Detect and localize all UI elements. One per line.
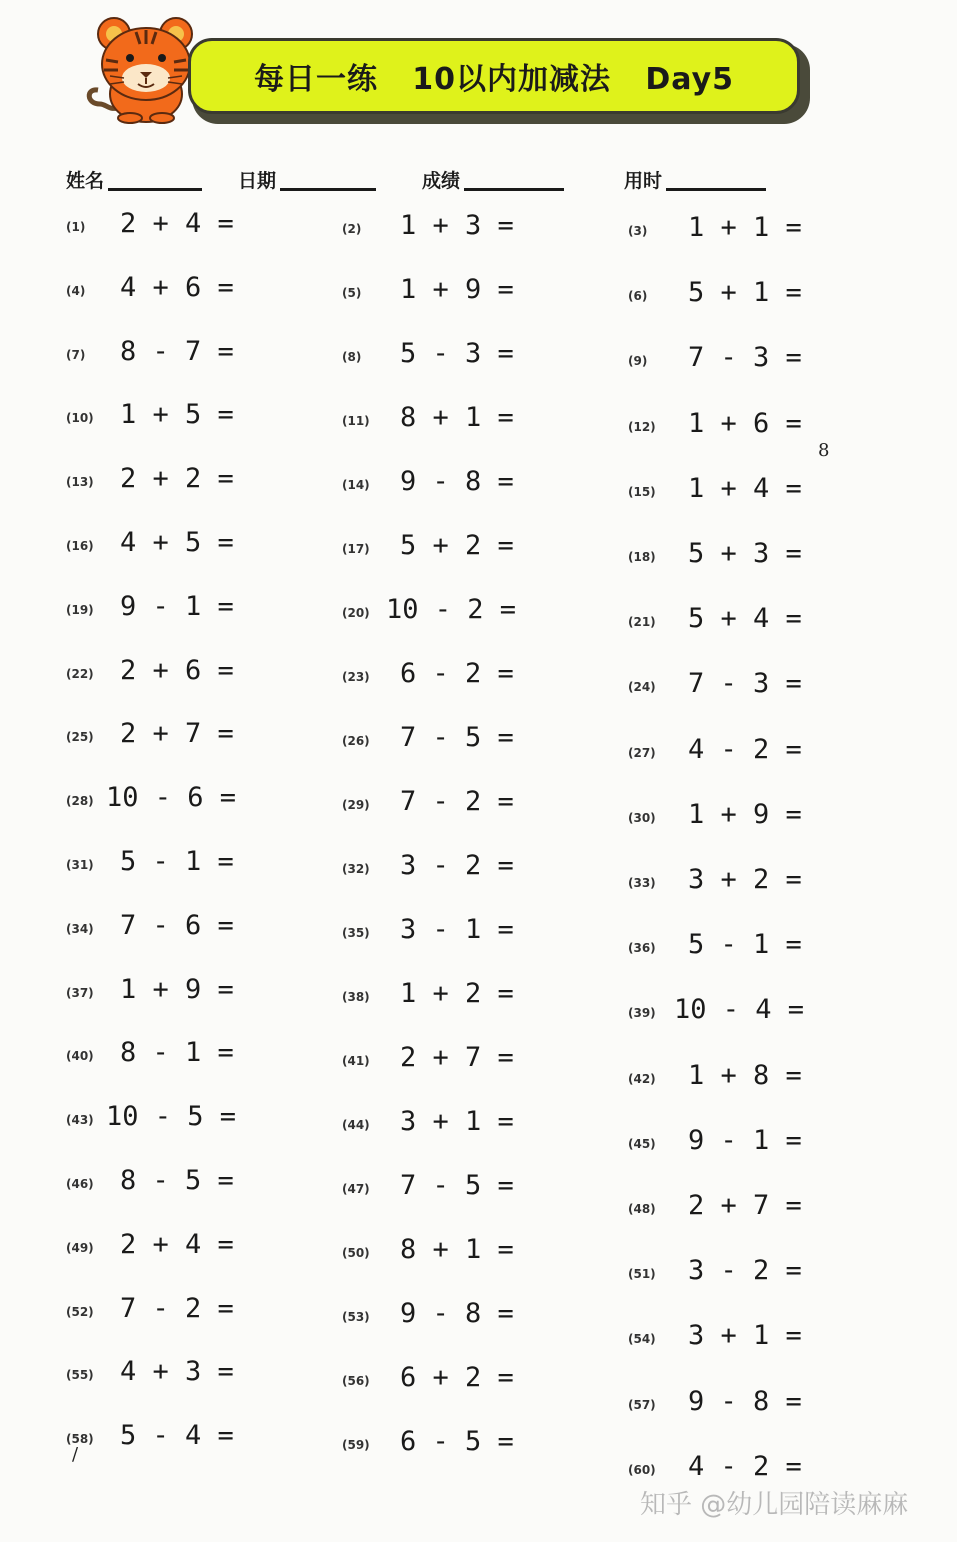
problem-item bbox=[66, 399, 286, 439]
problem-item bbox=[342, 978, 562, 1018]
problem-number: (42) bbox=[628, 1071, 656, 1086]
problem-equation[interactable]: 10 - 4 = bbox=[674, 994, 805, 1026]
problem-number: (39) bbox=[628, 1006, 656, 1021]
problem-number: (15) bbox=[628, 484, 656, 499]
problem-number: (6) bbox=[628, 289, 648, 304]
problem-item bbox=[628, 1060, 848, 1100]
problem-equation[interactable]: 2 + 2 = bbox=[120, 463, 234, 495]
problem-item bbox=[66, 1229, 286, 1269]
problem-number: (60) bbox=[628, 1462, 656, 1477]
problem-equation[interactable]: 9 - 8 = bbox=[400, 466, 514, 497]
problem-number: (48) bbox=[628, 1202, 656, 1216]
problem-item bbox=[342, 466, 562, 506]
problem-item bbox=[628, 1125, 848, 1165]
problem-item bbox=[628, 212, 848, 252]
problem-equation[interactable]: 3 + 1 = bbox=[400, 1106, 514, 1137]
problem-number: (19) bbox=[66, 602, 94, 617]
problem-equation[interactable]: 7 - 2 = bbox=[400, 786, 514, 817]
problem-number: (44) bbox=[342, 1118, 370, 1132]
problem-item bbox=[66, 1356, 286, 1396]
problem-equation[interactable]: 3 - 2 = bbox=[688, 1255, 802, 1287]
problem-equation[interactable]: 1 + 1 = bbox=[688, 212, 802, 243]
problem-item bbox=[66, 1420, 286, 1460]
problem-number: (37) bbox=[66, 985, 94, 1000]
problem-equation[interactable]: 2 + 7 = bbox=[688, 1190, 802, 1221]
problem-item bbox=[342, 914, 562, 954]
problem-equation[interactable]: 2 + 7 = bbox=[120, 718, 234, 750]
problem-number: (33) bbox=[628, 876, 656, 890]
score-label: 成绩 bbox=[422, 170, 461, 192]
problem-equation[interactable]: 3 - 1 = bbox=[400, 914, 514, 945]
problem-equation[interactable]: 3 - 2 = bbox=[400, 850, 514, 881]
problem-equation[interactable]: 7 - 5 = bbox=[400, 722, 514, 753]
problem-equation[interactable]: 6 - 5 = bbox=[400, 1426, 514, 1457]
problem-number: (10) bbox=[66, 411, 94, 426]
problem-equation[interactable]: 10 - 2 = bbox=[386, 594, 517, 625]
problem-equation[interactable]: 5 - 3 = bbox=[400, 338, 514, 369]
problem-number: (35) bbox=[342, 926, 370, 940]
problem-equation[interactable]: 6 - 2 = bbox=[400, 658, 514, 689]
problem-number: (2) bbox=[342, 222, 362, 236]
problem-item bbox=[66, 974, 286, 1014]
problem-item bbox=[66, 1165, 286, 1205]
problem-item bbox=[342, 402, 562, 442]
problem-equation[interactable]: 7 - 3 = bbox=[688, 668, 802, 700]
problem-equation[interactable]: 1 + 9 = bbox=[688, 798, 802, 830]
problem-item bbox=[66, 910, 286, 950]
problem-equation[interactable]: 9 - 1 = bbox=[688, 1124, 802, 1156]
problem-number: (31) bbox=[66, 858, 94, 872]
problem-item bbox=[628, 864, 848, 904]
problem-number: (24) bbox=[628, 680, 656, 695]
problem-item bbox=[342, 1362, 562, 1402]
watermark: 知乎 @幼儿园陪读麻麻 bbox=[640, 1490, 909, 1520]
problem-number: (58) bbox=[66, 1432, 94, 1447]
problem-equation[interactable]: 8 - 5 = bbox=[120, 1165, 234, 1196]
problem-number: (46) bbox=[66, 1177, 94, 1191]
problem-equation[interactable]: 2 + 6 = bbox=[120, 654, 234, 686]
problem-number: (28) bbox=[66, 794, 94, 809]
problem-number: (7) bbox=[66, 347, 86, 362]
time-label: 用时 bbox=[624, 170, 663, 192]
problem-equation[interactable]: 4 - 2 = bbox=[688, 1450, 802, 1482]
problem-number: (55) bbox=[66, 1368, 94, 1383]
problem-number: (27) bbox=[628, 745, 656, 760]
problem-item bbox=[342, 1042, 562, 1082]
problem-number: (45) bbox=[628, 1136, 656, 1151]
problem-number: (43) bbox=[66, 1113, 94, 1128]
problem-item bbox=[66, 463, 286, 503]
problem-number: (59) bbox=[342, 1438, 370, 1452]
problem-number: (23) bbox=[342, 670, 370, 684]
problem-equation[interactable]: 5 + 3 = bbox=[688, 538, 802, 569]
problem-equation[interactable]: 1 + 6 = bbox=[688, 407, 802, 439]
problem-item bbox=[342, 786, 562, 826]
problem-number: (9) bbox=[628, 354, 648, 369]
problem-number: (57) bbox=[628, 1397, 656, 1412]
problem-equation[interactable]: 5 + 2 = bbox=[400, 530, 514, 561]
name-blank-line[interactable] bbox=[108, 188, 202, 191]
problem-item bbox=[342, 1426, 562, 1466]
problem-item bbox=[66, 718, 286, 758]
problem-item bbox=[66, 591, 286, 631]
problem-equation[interactable]: 4 + 3 = bbox=[120, 1356, 234, 1388]
problem-number: (53) bbox=[342, 1310, 370, 1324]
date-blank-line[interactable] bbox=[280, 188, 376, 191]
problem-equation[interactable]: 1 + 3 = bbox=[400, 210, 514, 241]
problem-number: (12) bbox=[628, 419, 656, 434]
problem-item bbox=[342, 658, 562, 698]
problem-equation[interactable]: 5 - 1 = bbox=[688, 929, 802, 961]
problem-item bbox=[342, 594, 562, 634]
problem-equation[interactable]: 2 + 7 = bbox=[400, 1042, 514, 1073]
problem-item bbox=[628, 1255, 848, 1295]
problem-number: (47) bbox=[342, 1182, 370, 1196]
problem-number: (36) bbox=[628, 941, 656, 956]
problem-number: (54) bbox=[628, 1332, 656, 1347]
problem-number: (26) bbox=[342, 734, 370, 748]
problem-equation[interactable]: 3 + 1 = bbox=[688, 1320, 802, 1352]
problem-item bbox=[342, 850, 562, 890]
problem-number: (51) bbox=[628, 1267, 656, 1282]
problem-number: (13) bbox=[66, 475, 94, 490]
problem-item bbox=[66, 527, 286, 567]
problem-number: (41) bbox=[342, 1054, 370, 1068]
problem-number: (21) bbox=[628, 615, 656, 630]
problem-number: (20) bbox=[342, 606, 370, 620]
problem-item bbox=[342, 210, 562, 250]
problem-item bbox=[342, 1234, 562, 1274]
problem-equation[interactable]: 5 - 4 = bbox=[120, 1420, 234, 1452]
problem-equation[interactable]: 9 - 8 = bbox=[688, 1385, 802, 1417]
problem-number: (49) bbox=[66, 1240, 94, 1255]
problem-number: (52) bbox=[66, 1304, 94, 1319]
problem-number: (5) bbox=[342, 286, 362, 300]
problem-equation[interactable]: 4 + 5 = bbox=[120, 527, 234, 558]
problem-number: (16) bbox=[66, 539, 94, 553]
date-field[interactable] bbox=[238, 166, 376, 193]
problem-equation[interactable]: 1 + 9 = bbox=[120, 973, 234, 1005]
problem-number: (18) bbox=[628, 550, 656, 564]
problem-item bbox=[628, 799, 848, 839]
problem-item bbox=[342, 1170, 562, 1210]
problem-equation[interactable]: 4 + 6 = bbox=[120, 271, 234, 303]
problem-equation[interactable]: 9 - 8 = bbox=[400, 1298, 514, 1329]
problem-equation[interactable]: 1 + 8 = bbox=[688, 1059, 802, 1091]
problem-equation[interactable]: 7 - 3 = bbox=[688, 342, 802, 374]
problem-item bbox=[342, 338, 562, 378]
problem-equation[interactable]: 9 - 1 = bbox=[120, 590, 234, 622]
title-banner bbox=[188, 38, 800, 114]
problem-item bbox=[628, 1386, 848, 1426]
time-field[interactable] bbox=[624, 166, 766, 193]
problem-number: (8) bbox=[342, 350, 362, 364]
handwritten-mark: / bbox=[72, 1444, 79, 1465]
problem-number: (11) bbox=[342, 414, 370, 428]
problem-number: (40) bbox=[66, 1049, 94, 1064]
problem-equation[interactable]: 5 + 1 = bbox=[688, 277, 802, 309]
problem-item bbox=[66, 655, 286, 695]
problem-number: (25) bbox=[66, 730, 94, 745]
problem-number: (29) bbox=[342, 798, 370, 812]
problem-equation[interactable]: 10 - 6 = bbox=[106, 782, 237, 814]
problem-equation[interactable]: 1 + 4 = bbox=[688, 472, 802, 504]
problem-number: (50) bbox=[342, 1246, 370, 1260]
problem-item bbox=[66, 272, 286, 312]
problem-number: (38) bbox=[342, 990, 370, 1004]
problem-number: (3) bbox=[628, 224, 648, 238]
problem-equation[interactable]: 1 + 9 = bbox=[400, 274, 514, 305]
problem-equation[interactable]: 2 + 4 = bbox=[120, 1228, 234, 1260]
problem-item bbox=[66, 1101, 286, 1141]
time-blank-line[interactable] bbox=[666, 188, 766, 191]
problem-item bbox=[628, 1320, 848, 1360]
tiger-mascot-icon bbox=[84, 12, 202, 124]
problem-item bbox=[66, 782, 286, 822]
problem-item bbox=[342, 1106, 562, 1146]
page-title: 每日一练 10以内加减法 Day5 bbox=[253, 62, 735, 97]
problem-equation[interactable]: 2 + 4 = bbox=[120, 208, 234, 239]
problem-equation[interactable]: 7 - 5 = bbox=[400, 1170, 514, 1201]
problem-number: (4) bbox=[66, 283, 86, 298]
problem-equation[interactable]: 1 + 2 = bbox=[400, 978, 514, 1009]
problem-number: (22) bbox=[66, 666, 94, 681]
problem-number: (17) bbox=[342, 542, 370, 556]
problem-number: (14) bbox=[342, 478, 370, 492]
problem-equation[interactable]: 8 - 1 = bbox=[120, 1037, 234, 1069]
problem-equation[interactable]: 6 + 2 = bbox=[400, 1362, 514, 1393]
problem-equation[interactable]: 8 + 1 = bbox=[400, 402, 514, 433]
problem-item bbox=[628, 734, 848, 774]
problem-item bbox=[66, 1293, 286, 1333]
problem-number: (56) bbox=[342, 1374, 370, 1388]
problem-item bbox=[342, 274, 562, 314]
problem-item bbox=[342, 1298, 562, 1338]
problem-item bbox=[66, 846, 286, 886]
score-field[interactable] bbox=[422, 166, 564, 193]
problem-equation[interactable]: 3 + 2 = bbox=[688, 864, 802, 895]
problem-equation[interactable]: 1 + 5 = bbox=[120, 399, 234, 431]
problem-equation[interactable]: 7 - 6 = bbox=[120, 909, 234, 941]
name-field[interactable] bbox=[66, 166, 202, 193]
problem-equation[interactable]: 4 - 2 = bbox=[688, 733, 802, 765]
handwritten-mark: 8 bbox=[818, 440, 830, 461]
problem-item bbox=[628, 994, 848, 1034]
problem-equation[interactable]: 8 - 7 = bbox=[120, 335, 234, 367]
problem-item bbox=[342, 722, 562, 762]
problem-item bbox=[66, 336, 286, 376]
problem-item bbox=[628, 538, 848, 578]
problem-item bbox=[628, 603, 848, 643]
problem-number: (1) bbox=[66, 220, 86, 234]
problem-item bbox=[628, 473, 848, 513]
problem-item bbox=[66, 1037, 286, 1077]
problem-item bbox=[628, 1190, 848, 1230]
problem-equation[interactable]: 5 - 1 = bbox=[120, 846, 234, 877]
problem-equation[interactable]: 10 - 5 = bbox=[106, 1101, 237, 1133]
problem-equation[interactable]: 8 + 1 = bbox=[400, 1234, 514, 1265]
date-label: 日期 bbox=[238, 170, 277, 192]
problem-item bbox=[628, 342, 848, 382]
problem-item bbox=[628, 277, 848, 317]
problem-item bbox=[342, 530, 562, 570]
problem-number: (34) bbox=[66, 921, 94, 936]
problem-item bbox=[66, 208, 286, 248]
score-blank-line[interactable] bbox=[464, 188, 564, 191]
name-label: 姓名 bbox=[66, 170, 105, 192]
problem-item bbox=[628, 408, 848, 448]
problem-equation[interactable]: 5 + 4 = bbox=[688, 603, 802, 635]
problem-equation[interactable]: 7 - 2 = bbox=[120, 1292, 234, 1324]
problem-number: (32) bbox=[342, 862, 370, 876]
problem-item bbox=[628, 929, 848, 969]
problem-item bbox=[628, 668, 848, 708]
problem-number: (30) bbox=[628, 810, 656, 825]
